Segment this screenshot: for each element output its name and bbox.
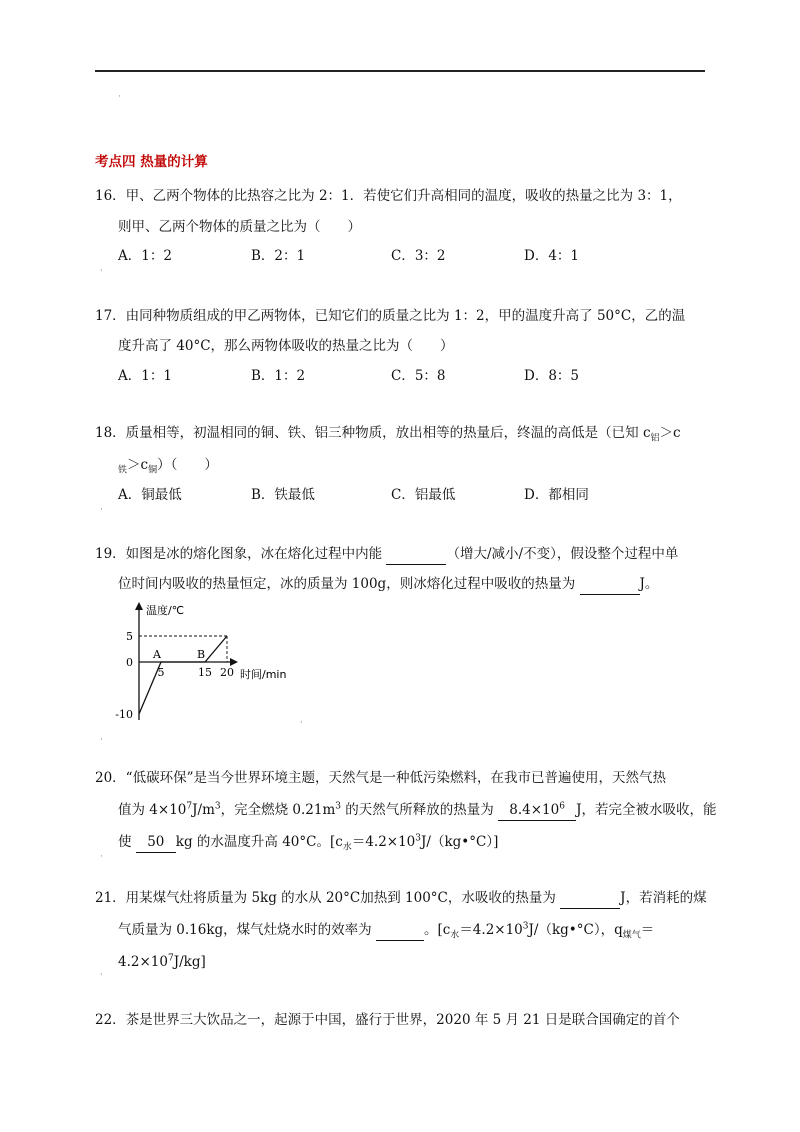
q19-text: 19．如图是冰的熔化图象，冰在熔化过程中内能 [95,546,383,562]
option-d: D．都相同 [524,487,589,503]
q19-line2 [118,574,658,595]
section-heading: 考点四 热量的计算 [95,154,208,170]
q18-line1 [95,423,681,443]
option-b: B．2：1 [251,248,306,264]
q21-text: 气质量为 0.16kg，煤气灶烧水时的效率为 [118,922,372,938]
q21-text: 21．用某煤气灶将质量为 5kg 的水从 20°C加热到 100°C，水吸收的热量为 [95,890,556,906]
q20-text: kg 的水温度升高 40°C。[c [175,834,343,850]
option-c: C．5：8 [391,368,446,384]
q18-text: ＞c [659,425,681,441]
q21-line3 [118,952,206,972]
answer-blank[interactable] [386,544,446,565]
q21-line1 [95,888,707,909]
superscript: 3 [214,801,221,812]
q17-options [118,366,678,386]
q21-text: 4.2×10 [118,954,168,970]
q21-line2 [118,920,654,941]
q18-text: 18．质量相等，初温相同的铜、铁、铝三种物质，放出相等的热量后，终温的高低是（已知 c [95,425,651,441]
q19-text: 位时间内吸收的热量恒定，冰的质量为 100g，则冰熔化过程中吸收的热量为 [118,576,576,592]
option-d: D．8：5 [524,368,580,384]
paragraph-mark: · [118,92,121,102]
subscript-cu: 铜 [148,465,158,476]
option-b: B．1：2 [251,368,306,384]
y-tick-label: 5 [126,630,133,643]
option-c: C．铝最低 [391,487,456,503]
subscript: 水 [450,930,460,941]
x-tick-label: 20 [220,666,234,679]
y-tick-label: 0 [126,656,133,669]
option-b: B．铁最低 [251,487,315,503]
superscript: 7 [186,801,193,812]
q20-text: 使 [118,834,132,850]
subscript-fe: 铁 [118,465,128,476]
q20-text: ＝4.2×10 [351,834,416,850]
q17-line2: 度升高了 40°C，那么两物体吸收的热量之比为（ ） [118,338,454,354]
subscript: 煤气 [622,930,641,941]
q18-options [118,485,678,505]
q20-text: 的天然气所释放的热量为 [341,802,494,818]
answer-blank[interactable] [580,574,640,595]
q20-line1: 20．“低碳环保”是当今世界环境主题，天然气是一种低污染燃料，在我市已普遍使用，天然气热 [95,770,666,786]
superscript: 6 [559,801,565,812]
point-label: A [153,648,161,661]
q21-text: ＝ [640,922,655,938]
option-a: A．1：2 [118,248,172,264]
answer-blank[interactable] [560,888,620,909]
q22-line1: 22．茶是世界三大饮品之一，起源于中国，盛行于世界，2020 年 5 月 21 日是联合国确定的首个 [95,1012,680,1028]
paragraph-mark: · [100,970,103,980]
superscript: 3 [522,921,529,932]
y-axis-arrow [135,602,143,610]
q19-text: J。 [639,576,659,592]
paragraph-mark: · [300,718,303,728]
superscript: 7 [167,953,174,964]
answer-value: 8.4×10 [509,802,560,818]
q20-text: J，若完全被水吸收，能 [576,802,717,818]
x-axis-arrow [230,658,238,666]
q18-text: ＞c [127,457,149,473]
answer-blank[interactable] [376,920,424,941]
x-tick-label: 5 [157,666,165,679]
q17-line1: 17．由同种物质组成的甲乙两物体，已知它们的质量之比为 1：2，甲的温度升高了 50°C，乙的温 [95,308,686,324]
option-a: A．1：1 [118,368,172,384]
q18-text: ）（ ） [157,457,218,473]
option-d: D．4：1 [524,248,580,264]
answer-blank-filled: 50 [136,832,176,853]
q21-text: J/kg] [173,954,206,970]
q20-text: ，完全燃烧 0.21m [220,802,336,818]
y-tick-label: -10 [115,708,133,721]
option-c: C．3：2 [391,248,446,264]
q16-options [118,246,678,266]
header-rule [95,70,705,72]
paragraph-mark: · [100,735,103,745]
x-axis-label: 时间/min [240,668,287,681]
q21-text: 。[c [423,922,451,938]
q21-text: J，若消耗的煤 [620,890,707,906]
q20-line2 [118,800,717,821]
q18-line2 [118,455,218,475]
q16-line2: 则甲、乙两个物体的质量之比为（ ） [118,219,361,235]
q19-text: （增大/减小/不变），假设整个过程中单 [446,546,679,562]
superscript: 3 [415,833,422,844]
paragraph-mark: · [100,505,103,515]
superscript: 3 [335,801,341,812]
paragraph-mark: · [100,852,103,862]
subscript-al: 铝 [650,433,660,444]
q21-text: ＝4.2×10 [459,922,523,938]
q20-text: J/m [192,802,215,818]
q16-line1: 16．甲、乙两个物体的比热容之比为 2：1．若使它们升高相同的温度，吸收的热量之比为 3：1， [95,188,682,204]
melting-chart [112,600,312,725]
subscript: 水 [342,842,352,853]
q20-line3 [118,832,498,853]
answer-blank-filled [498,800,576,821]
x-tick-label: 15 [198,666,212,679]
q19-line1 [95,544,678,565]
y-axis-label: 温度/℃ [146,604,185,617]
point-label: B [196,648,206,661]
q20-text: J/（kg•°C）] [421,834,499,850]
option-a: A．铜最低 [118,487,182,503]
q20-text: 值为 4×10 [118,802,187,818]
paragraph-mark: · [100,266,103,276]
q21-text: J/（kg•°C），q [528,922,623,938]
